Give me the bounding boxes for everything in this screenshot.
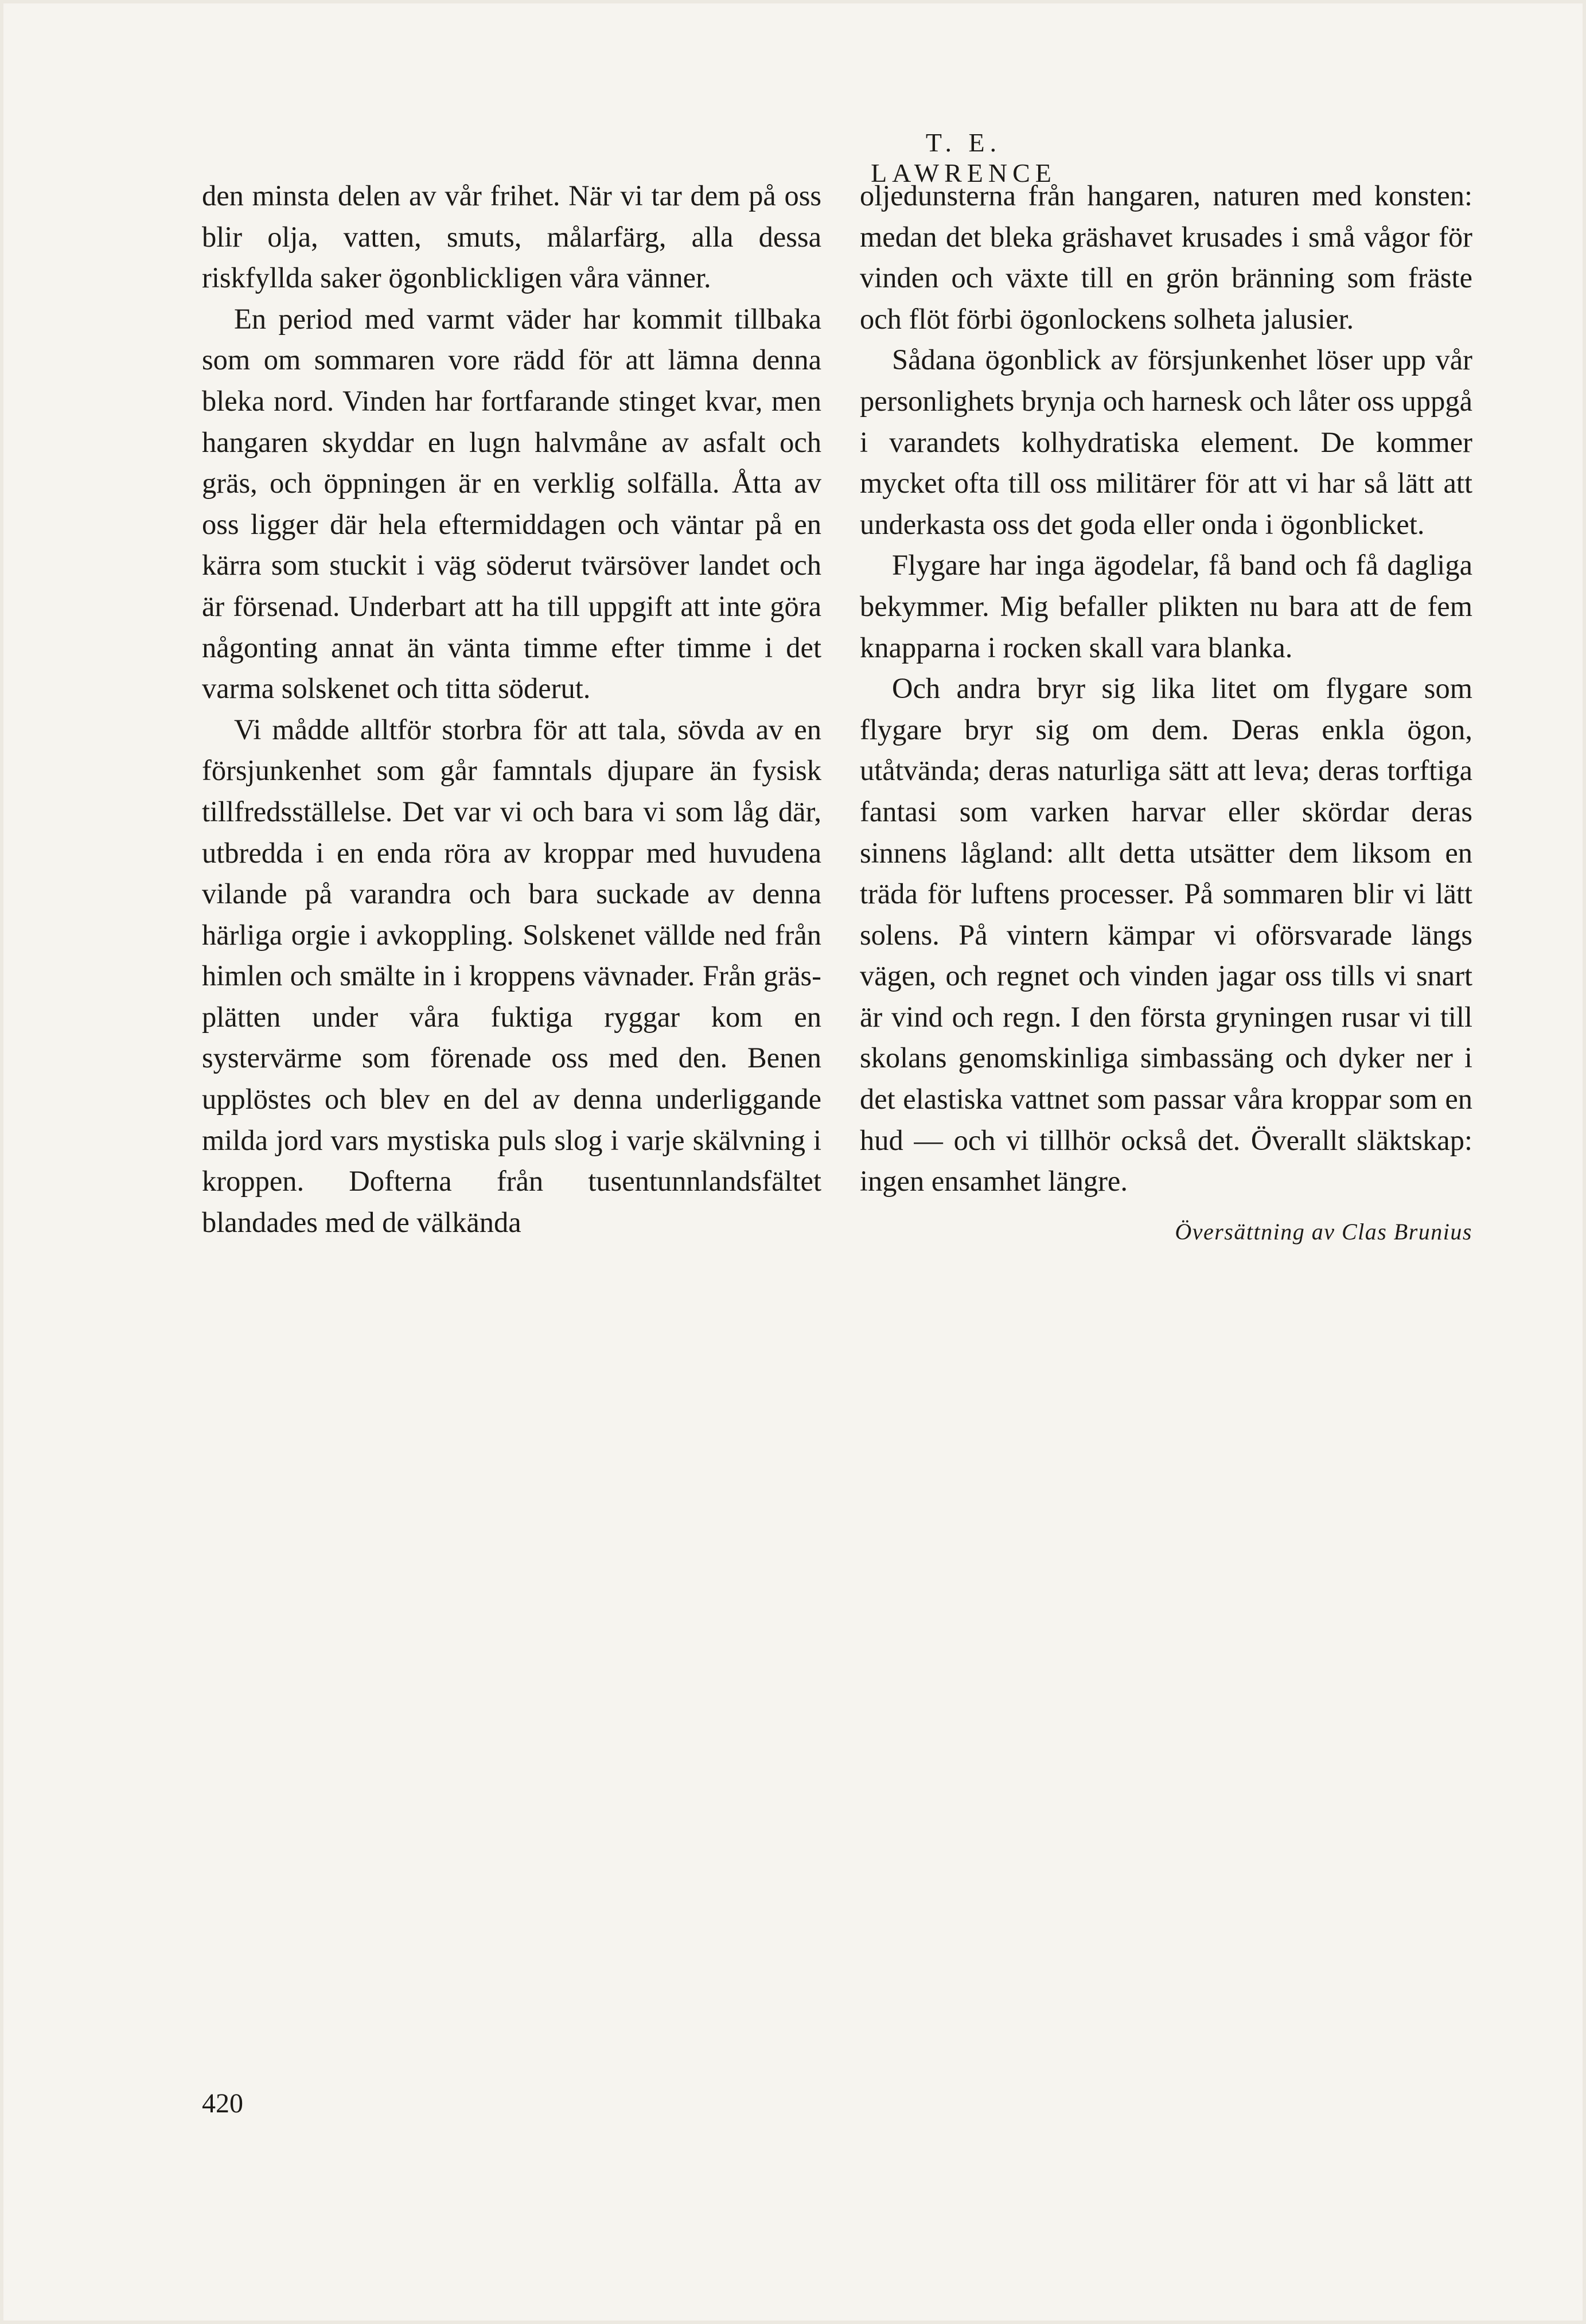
paragraph: Och andra bryr sig lika litet om flygare som flygare bryr sig om dem. Deras enkla ögon, utåtvända; deras naturliga sätt att leva; deras torftiga fantasi som varken harvar eller skördar deras sinnens lågland: allt detta utsätter dem liksom en träda för luftens processer. På sommaren blir vi lätt solens. På vintern kämpar vi oförsvarade längs vägen, och regnet och vinden jagar oss tills vi snart är vind och regn. I den första gryningen rusar vi till skolans genomskinliga simbassäng och dyker ner i det elastiska vattnet som passar våra kroppar som en hud — och vi tillhör också det. Överallt släktskap: ingen ensamhet längre. <box>860 672 1472 1198</box>
paragraph: Vi mådde alltför storbra för att tala, sövda av en försjunkenhet som går famntals djupare än fysisk tillfredsställelse. Det var vi och bara vi som låg där, utbredda i en enda röra av kroppar med huvudena vilande på varandra och bara suckade av denna härliga orgie i avkoppling. Solskenet vällde ned från himlen och smälte in i kroppens vävnader. Från gräsplätten under våra fuktiga ryggar kom en systervärme som förenade oss med den. Benen upplöstes och blev en del av denna underliggande milda jord vars mystiska puls slog i varje skälvning i kroppen. Dofterna från tusentunnlandsfältet blandades med de välkända <box>202 713 821 1238</box>
paragraph: Flygare har inga ägodelar, få band och få dagliga bekymmer. Mig befaller plikten nu bara att de fem knapparna i rocken skall vara blanka. <box>860 549 1472 664</box>
paragraph: den minsta delen av vår frihet. När vi tar dem på oss blir olja, vatten, smuts, målarfärg, alla dessa riskfyllda saker ögonblickligen våra vänner. <box>202 180 821 294</box>
paragraph: En period med varmt väder har kommit tillbaka som om sommaren vore rädd för att lämna denna bleka nord. Vinden har fortfarande stinget kvar, men hangaren skyddar en lugn halvmåne av asfalt och gräs, och öppningen är en verklig solfälla. Åtta av oss ligger där hela eftermiddagen och väntar på en kärra som stuckit i väg söderut tvärsöver landet och är försenad. Underbart att ha till uppgift att inte göra någonting annat än vänta timme efter timme i det varma solskenet och titta söderut. <box>202 302 821 705</box>
running-title: T. E. LAWRENCE <box>871 128 1057 188</box>
translator-credit: Översättning av Clas Brunius <box>1175 1218 1472 1245</box>
right-column <box>860 176 1472 1249</box>
paragraph: Sådana ögonblick av försjunkenhet löser upp vår personlighets brynja och harnesk och låter oss uppgå i varandets kolhydratiska element. De kommer mycket ofta till oss militärer för att vi har så lätt att underkasta oss det goda eller onda i ögonblicket. <box>860 344 1472 540</box>
left-column <box>202 176 821 1243</box>
paragraph: oljedunsterna från hangaren, naturen med konsten: medan det bleka gräshavet krusades i små vågor för vinden och växte till en grön bränning som fräste och flöt förbi ögonlockens solheta jalusier. <box>860 180 1472 335</box>
page-number: 420 <box>202 2088 243 2119</box>
